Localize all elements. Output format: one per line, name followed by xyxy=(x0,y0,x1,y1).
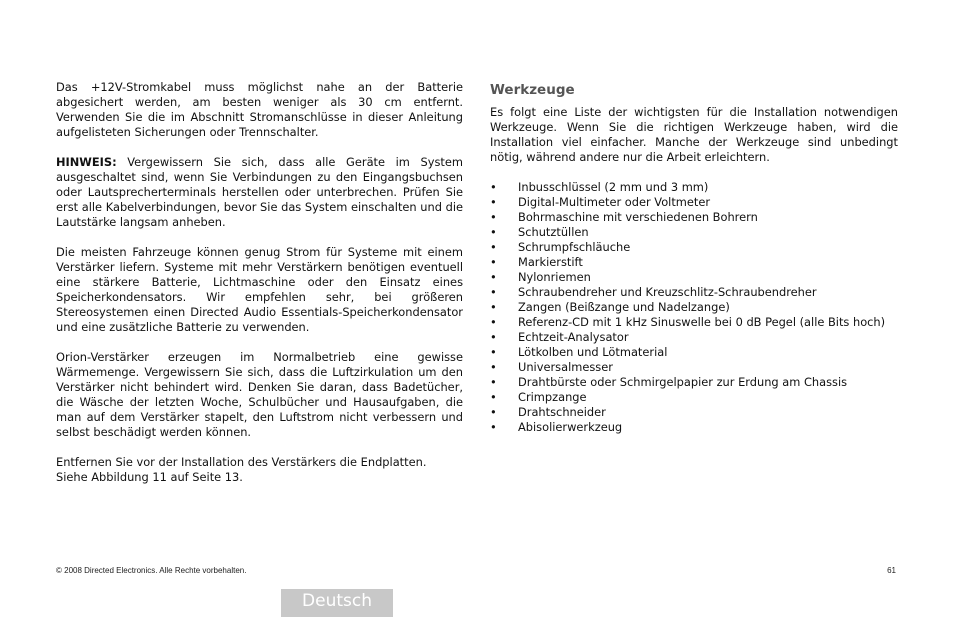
list-item: • Referenz-CD mit 1 kHz Sinuswelle bei 0 dB Pegel (alle Bits hoch) xyxy=(490,315,886,329)
right-column xyxy=(490,81,898,435)
list-item: • Zangen (Beißzange und Nadelzange) xyxy=(490,300,730,314)
list-item: • Abisolierwerkzeug xyxy=(490,420,623,434)
bullet-icon: • xyxy=(490,285,497,299)
bullet-icon: • xyxy=(490,300,497,314)
list-item: • Schutztüllen xyxy=(490,225,589,239)
bullet-icon: • xyxy=(490,375,497,389)
bullet-icon: • xyxy=(490,195,497,209)
bullet-icon: • xyxy=(490,420,497,434)
bullet-icon: • xyxy=(490,240,497,254)
bullet-icon: • xyxy=(490,390,497,404)
bullet-icon: • xyxy=(490,225,497,239)
tools-heading: Werkzeuge xyxy=(490,82,575,98)
bullet-icon: • xyxy=(490,405,497,419)
list-item: • Drahtschneider xyxy=(490,405,606,419)
language-tab: Deutsch xyxy=(281,589,393,617)
paragraph-fuse: Das +12V-Stromkabel muss möglichst nahe an der Batterie abgesichert werden, am besten weniger als 30 cm entfernt. Verwenden Sie die im Abschnitt Stromanschlüsse in dieser Anleitung aufgelisteten Sicherungen oder Trennschalter. xyxy=(56,80,463,139)
tools-intro: Es folgt eine Liste der wichtigsten für die Installation notwendigen Werkzeuge. Wenn Sie die richtigen Werkzeuge haben, wird die Installation viel einfacher. Manche der Werkzeuge sind unbedingt nötig, während andere nur die Arbeit erleichtern. xyxy=(490,105,898,164)
copyright: © 2008 Directed Electronics. Alle Rechte vorbehalten. xyxy=(56,566,247,575)
paragraph-note xyxy=(56,155,463,230)
paragraph-endplates xyxy=(56,455,463,485)
endplates-line-2: Siehe Abbildung 11 auf Seite 13. xyxy=(56,470,243,484)
list-item: • Inbusschlüssel (2 mm und 3 mm) xyxy=(490,180,709,194)
paragraph-power: Die meisten Fahrzeuge können genug Strom für Systeme mit einem Verstärker liefern. Systeme mit mehr Verstärkern benötigen eventuell eine stärkere Batterie, Lichtmaschine oder den Einsatz eines Speicherkondensators. Wir empfehlen sehr, bei größeren Stereosystemen einen Directed Audio Essentials-Speicherkondensator und eine zusätzliche Batterie zu verwenden. xyxy=(56,245,463,334)
note-label: HINWEIS: xyxy=(56,155,117,169)
bullet-icon: • xyxy=(490,330,497,344)
tools-list xyxy=(490,180,898,435)
list-item: • Schraubendreher und Kreuzschlitz-Schraubendreher xyxy=(490,285,817,299)
page-number: 61 xyxy=(887,566,896,575)
bullet-icon: • xyxy=(490,180,497,194)
list-item: • Lötkolben und Lötmaterial xyxy=(490,345,668,359)
bullet-icon: • xyxy=(490,210,497,224)
bullet-icon: • xyxy=(490,360,497,374)
list-item: • Universalmesser xyxy=(490,360,613,374)
list-item: • Markierstift xyxy=(490,255,583,269)
note-text: Vergewissern Sie sich, dass alle Geräte im System ausgeschaltet sind, wenn Sie Verbindungen zu den Eingangsbuchsen oder Lautsprecherterminals herstellen oder unterbrechen. Prüfen Sie erst alle Kabelverbindungen, bevor Sie das System einschalten und die Lautstärke langsam anheben. xyxy=(56,155,463,229)
bullet-icon: • xyxy=(490,345,497,359)
bullet-icon: • xyxy=(490,270,497,284)
list-item: • Digital-Multimeter oder Voltmeter xyxy=(490,195,711,209)
endplates-line-1: Entfernen Sie vor der Installation des Verstärkers die Endplatten. xyxy=(56,455,427,469)
bullet-icon: • xyxy=(490,255,497,269)
bullet-icon: • xyxy=(490,315,497,329)
list-item: • Bohrmaschine mit verschiedenen Bohrern xyxy=(490,210,758,224)
list-item: • Echtzeit-Analysator xyxy=(490,330,629,344)
list-item: • Schrumpfschläuche xyxy=(490,240,631,254)
list-item: • Nylonriemen xyxy=(490,270,591,284)
left-column xyxy=(56,80,463,500)
list-item: • Crimpzange xyxy=(490,390,587,404)
list-item: • Drahtbürste oder Schmirgelpapier zur Erdung am Chassis xyxy=(490,375,848,389)
paragraph-heat: Orion-Verstärker erzeugen im Normalbetrieb eine gewisse Wärmemenge. Vergewissern Sie sich, dass die Luftzirkulation um den Verstärker nicht behindert wird. Denken Sie daran, dass Badetücher, die Wäsche der letzten Woche, Schulbücher und Hausaufgaben, die man auf dem Verstärker stapelt, den Luftstrom nicht verbessern und selbst beschädigt werden können. xyxy=(56,350,463,439)
